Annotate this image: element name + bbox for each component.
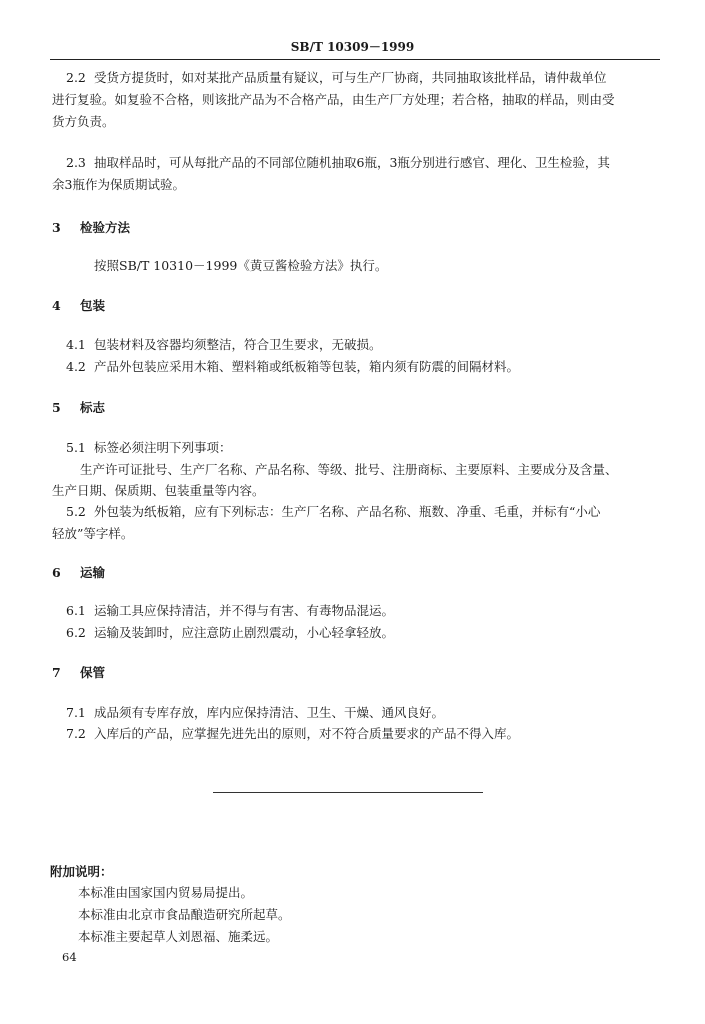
clause-5-1-line3: 生产日期、保质期、包装重量等内容。 [52, 483, 265, 498]
clause-text: 运输及装卸时，应注意防止剧烈震动，小心轻拿轻放。 [94, 625, 395, 640]
section-3-text: 按照SB/T 10310－1999《黄豆酱检验方法》执行。 [94, 258, 388, 273]
section-title: 标志 [80, 400, 106, 415]
clause-text: 抽取样品时，可从每批产品的不同部位随机抽取6瓶，3瓶分别进行感官、理化、卫生检验，其 [94, 155, 610, 170]
clause-2-3-line1 [66, 153, 610, 173]
notes-line3: 本标准主要起草人刘恩福、施柔远。 [78, 929, 279, 944]
clause-number: 2.2 [66, 70, 86, 85]
section-number: 6 [52, 565, 61, 580]
clause-number: 7.1 [66, 705, 86, 720]
clause-2-2-line1 [66, 68, 607, 88]
clause-2-2-line2: 进行复验。如复验不合格，则该批产品为不合格产品，由生产厂方处理；若合格，抽取的样品，则由受 [52, 92, 615, 107]
notes-line2: 本标准由北京市食品酿造研究所起草。 [78, 907, 291, 922]
notes-title: 附加说明： [50, 864, 113, 879]
clause-5-2-line2: 轻放”等字样。 [52, 526, 134, 541]
clause-6-1 [66, 601, 394, 621]
clause-7-2 [66, 724, 519, 744]
clause-text: 运输工具应保持清洁，并不得与有害、有毒物品混运。 [94, 603, 395, 618]
clause-number: 4.1 [66, 337, 86, 352]
notes-line1: 本标准由国家国内贸易局提出。 [78, 885, 254, 900]
section-title: 运输 [80, 565, 106, 580]
standard-number-header: SB/T 10309－1999 [290, 40, 415, 54]
clause-number: 6.1 [66, 603, 86, 618]
section-number: 7 [52, 665, 61, 680]
clause-5-1 [66, 438, 232, 458]
clause-text: 受货方提货时，如对某批产品质量有疑议，可与生产厂协商，共同抽取该批样品，请仲裁单位 [94, 70, 607, 85]
end-rule [213, 792, 483, 793]
section-3-heading [52, 218, 130, 236]
clause-7-1 [66, 703, 444, 723]
clause-number: 5.2 [66, 504, 86, 519]
clause-text: 外包装为纸板箱，应有下列标志：生产厂名称、产品名称、瓶数、净重、毛重，并标有“小心 [94, 504, 601, 519]
header-rule [50, 59, 660, 60]
section-4-heading [52, 296, 105, 314]
clause-number: 2.3 [66, 155, 86, 170]
section-title: 检验方法 [80, 220, 131, 235]
clause-number: 5.1 [66, 440, 86, 455]
section-title: 保管 [80, 665, 106, 680]
section-number: 3 [52, 220, 61, 235]
section-5-heading [52, 398, 105, 416]
clause-2-2-line3: 货方负责。 [52, 114, 115, 129]
section-number: 5 [52, 400, 61, 415]
clause-text: 成品须有专库存放，库内应保持清洁、卫生、干燥、通风良好。 [94, 705, 445, 720]
clause-4-2 [66, 357, 519, 377]
section-number: 4 [52, 298, 61, 313]
clause-text: 包装材料及容器均须整洁，符合卫生要求，无破损。 [94, 337, 382, 352]
clause-5-2 [66, 502, 600, 522]
section-title: 包装 [80, 298, 106, 313]
clause-4-1 [66, 335, 382, 355]
clause-2-3-line2: 余3瓶作为保质期试验。 [52, 177, 185, 192]
clause-number: 7.2 [66, 726, 86, 741]
section-6-heading [52, 563, 105, 581]
clause-5-1-line2: 生产许可证批号、生产厂名称、产品名称、等级、批号、注册商标、主要原料、主要成分及含量、 [80, 462, 618, 477]
section-7-heading [52, 663, 105, 681]
clause-text: 入库后的产品，应掌握先进先出的原则，对不符合质量要求的产品不得入库。 [94, 726, 520, 741]
clause-text: 标签必须注明下列事项： [94, 440, 232, 455]
clause-6-2 [66, 623, 394, 643]
clause-number: 6.2 [66, 625, 86, 640]
clause-text: 产品外包装应采用木箱、塑料箱或纸板箱等包装，箱内须有防震的间隔材料。 [94, 359, 520, 374]
clause-number: 4.2 [66, 359, 86, 374]
page-number: 64 [62, 950, 77, 964]
